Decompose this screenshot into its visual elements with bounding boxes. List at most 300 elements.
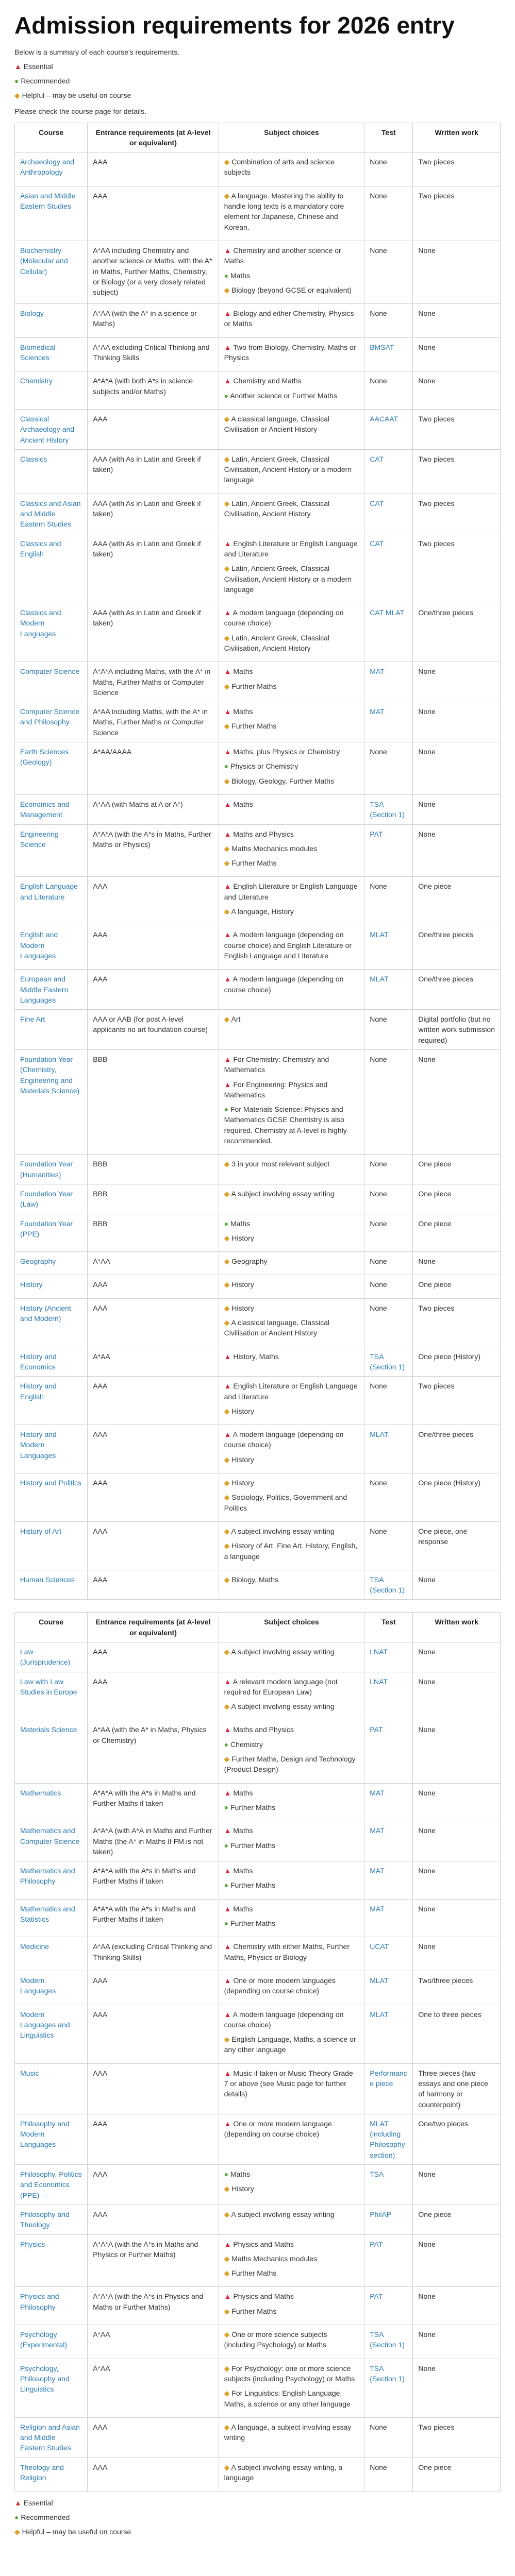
course-link[interactable]: European and Middle Eastern Languages [20,975,69,1004]
course-link[interactable]: Music [20,2069,39,2077]
course-link[interactable]: History and English [20,1382,57,1401]
course-link[interactable]: Classics and Asian and Middle Eastern Studies [20,499,81,529]
written-work-cell: None [413,304,501,338]
subjects-cell [219,409,364,449]
course-link[interactable]: Modern Languages [20,1976,56,1995]
test-link[interactable]: MLAT [370,930,389,939]
subject-text: One or more modern languages (depending on course choice) [224,1976,336,1995]
requirements-cell: AAA [88,970,219,1010]
written-work-cell: One/three pieces [413,603,501,662]
written-work-cell: One piece (History) [413,1473,501,1522]
course-cell [15,794,88,824]
subjects-cell [219,337,364,371]
course-cell [15,534,88,603]
subject-marker-icon: ▲ [224,539,234,548]
test-link[interactable]: TSA (Section 1) [370,2364,405,2383]
course-link[interactable]: Mathematics [20,1788,61,1797]
written-work-cell: None [413,1899,501,1937]
course-link[interactable]: Classics and English [20,539,61,558]
column-header: Entrance requirements (at A-level or equivalent) [88,1613,219,1642]
subject-marker-icon: ● [224,391,230,400]
course-link[interactable]: Foundation Year (Humanities) [20,1160,73,1179]
course-link[interactable]: Psychology (Experimental) [20,2330,68,2349]
subject-text: Physics and Maths [233,2292,294,2301]
course-cell [15,1971,88,2005]
table-row [15,1642,501,1672]
test-link[interactable]: PAT [370,1725,383,1734]
table-row [15,877,501,925]
subject-text: Biology and either Chemistry, Physics or Maths [224,309,354,328]
subjects-cell [219,1347,364,1377]
course-cell [15,1570,88,1600]
column-header: Subject choices [219,1613,364,1642]
course-link[interactable]: Materials Science [20,1725,77,1734]
test-cell [364,1899,413,1937]
table-row [15,2205,501,2234]
subject-text: Further Maths [231,2269,277,2278]
column-header: Written work [413,123,501,152]
test-link[interactable]: MAT [370,1788,385,1797]
table-row [15,1298,501,1347]
course-cell [15,2063,88,2114]
subject-text: Physics and Maths [233,2240,294,2248]
course-link[interactable]: English and Modern Languages [20,930,58,960]
written-work-cell: Two pieces [413,1298,501,1347]
requirements-cell: A*AA [88,1252,219,1275]
course-link[interactable]: Foundation Year (PPE) [20,1219,73,1238]
legend-item [14,91,501,100]
test-link[interactable]: TSA (Section 1) [370,2330,405,2349]
course-link[interactable]: History (Ancient and Modern) [20,1303,71,1323]
subject-text: Further Maths [230,1803,276,1811]
test-link[interactable]: MLAT (including Philosophy section) [370,2119,405,2159]
subject-item [224,1802,359,1812]
subject-marker-icon: ◆ [224,2364,232,2372]
subject-item [224,1079,359,1100]
table-row [15,824,501,877]
course-cell [15,409,88,449]
subject-item [224,858,359,868]
subject-text: A modern language (depending on course choice) [224,975,344,994]
test-link[interactable]: PAT [370,2292,383,2301]
table-row [15,794,501,824]
requirements-cell: AAA [88,1425,219,1473]
test-link[interactable]: CAT [370,454,384,463]
subject-item [224,285,359,295]
subject-text: Maths [233,707,253,716]
test-cell: None [364,1275,413,1298]
table-row [15,371,501,410]
subject-item [224,1540,359,1562]
subject-item [224,2388,359,2409]
requirements-cell: AAA (with As in Latin and Greek if taken) [88,534,219,603]
course-cell [15,1937,88,1971]
course-link[interactable]: Medicine [20,1942,49,1951]
subject-text: Maths [233,1788,253,1797]
table-row [15,152,501,187]
subjects-cell [219,1425,364,1473]
table-row [15,1425,501,1473]
table-row [15,1570,501,1600]
test-link[interactable]: UCAT [370,1942,389,1951]
test-link[interactable]: LNAT [370,1677,388,1686]
legend-item [14,2499,501,2507]
subject-marker-icon: ▲ [224,1788,234,1797]
subject-text: A subject involving essay writing, a language [224,2463,343,2482]
written-work-cell: None [413,1050,501,1155]
test-cell [364,409,413,449]
test-link[interactable]: MAT [370,1826,385,1835]
subject-item [224,414,359,435]
course-link[interactable]: Human Sciences [20,1575,75,1584]
subject-text: For Linguistics: English Language, Maths, a science or any other language [224,2389,351,2408]
subject-marker-icon: ◆ [224,722,232,731]
test-link[interactable]: MAT [370,667,385,676]
course-cell [15,449,88,494]
subjects-cell [219,2417,364,2458]
subject-item [224,776,359,786]
requirements-cell: AAA [88,1642,219,1672]
course-link[interactable]: Philosophy, Politics and Economics (PPE) [20,2170,82,2199]
test-link[interactable]: MAT [370,1867,385,1875]
subject-marker-icon: ◆ [224,2330,232,2339]
subject-text: A classical language, Classical Civilisation or Ancient History [224,1318,330,1337]
subject-item [224,563,359,595]
course-cell [15,2114,88,2164]
subject-item [224,2034,359,2055]
course-link[interactable]: History [20,1280,43,1289]
requirements-cell: BBB [88,1155,219,1184]
test-cell [364,1347,413,1377]
test-cell: None [364,1010,413,1050]
subject-text: Maths [233,800,253,808]
course-link[interactable]: Law (Jurisprudence) [20,1647,71,1667]
course-link[interactable]: Philosophy and Modern Languages [20,2119,70,2149]
table-row [15,1010,501,1050]
subject-marker-icon: ▲ [224,2240,234,2248]
subject-item [224,270,359,281]
table-row [15,1971,501,2005]
subjects-cell [219,1570,364,1600]
course-link[interactable]: Asian and Middle Eastern Studies [20,191,76,211]
subject-text: One or more modern language (depending on course choice) [224,2119,332,2139]
subject-item [224,1739,359,1750]
table-body [15,1642,501,2491]
requirements-cell: AAA [88,1521,219,1570]
subject-text: Physics or Chemistry [230,762,298,771]
table-row [15,1377,501,1425]
subject-text: Further Maths, Design and Technology (Product Design) [224,1755,356,1774]
subject-marker-icon: ◆ [224,2389,232,2398]
test-cell [364,1937,413,1971]
requirements-cell: A*AA [88,1347,219,1377]
subject-text: A subject involving essay writing [231,2210,335,2218]
subject-marker-icon: ◆ [224,1257,232,1266]
table-row [15,2359,501,2417]
subject-marker-icon: ▲ [224,1352,234,1361]
subject-marker-icon: ▲ [224,1382,234,1391]
subject-item [224,881,359,902]
table-row [15,1275,501,1298]
written-work-cell: None [413,2287,501,2325]
subject-marker-icon: ◆ [224,2463,231,2471]
subjects-cell [219,449,364,494]
test-link[interactable]: MAT [370,1904,385,1913]
column-header: Test [364,123,413,152]
subjects-cell [219,2458,364,2492]
test-link[interactable]: BMSAT [370,343,394,351]
table-row [15,409,501,449]
subject-item [224,2183,359,2194]
legend-item [14,77,501,85]
subject-item [224,1218,359,1229]
course-cell [15,1010,88,1050]
table-row [15,970,501,1010]
test-link[interactable]: LNAT [370,1647,388,1656]
course-link[interactable]: English Language and Literature [20,882,78,901]
course-cell [15,186,88,241]
course-cell [15,2325,88,2359]
subject-marker-icon: ▲ [224,309,234,318]
subject-text: A modern language (depending on course choice) [224,2010,344,2029]
table-row [15,603,501,662]
test-cell [364,2359,413,2417]
legend-label: Essential [23,2499,53,2507]
test-link[interactable]: TSA (Section 1) [370,1575,405,1595]
subjects-cell [219,1642,364,1672]
subjects-cell [219,1937,364,1971]
subject-marker-icon: ◆ [224,1527,231,1535]
test-link[interactable]: MLAT [370,975,389,984]
requirements-cell: AAA [88,1377,219,1425]
course-link[interactable]: Modern Languages and Linguistics [20,2010,70,2040]
subject-marker-icon: ◆ [224,285,232,294]
course-link[interactable]: Computer Science and Philosophy [20,707,80,726]
subject-item [224,1279,359,1290]
course-link[interactable]: History and Modern Languages [20,1430,57,1460]
course-link[interactable]: Classics [20,454,47,463]
subject-text: Maths, plus Physics or Chemistry [233,748,340,756]
course-link[interactable]: Chemistry [20,377,53,385]
subjects-cell [219,1720,364,1783]
subjects-cell [219,494,364,534]
test-link[interactable]: MAT [370,707,385,716]
course-link[interactable]: History of Art [20,1527,62,1535]
subject-marker-icon: ◆ [224,1015,231,1024]
subject-text: Chemistry [230,1740,263,1749]
legend-marker-icon: ◆ [14,2528,22,2536]
subject-text: For Materials Science: Physics and Mathematics GCSE Chemistry is also required. Chemistry at A-level is highly recommended. [224,1105,347,1145]
subject-text: Sociology, Politics, Government and Politics [224,1493,347,1512]
test-link[interactable]: PAT [370,829,383,838]
course-cell [15,1861,88,1900]
course-link[interactable]: Biochemistry (Molecular and Cellular) [20,246,68,276]
test-link[interactable]: TSA [370,2170,384,2179]
written-work-cell: None [413,1252,501,1275]
course-link[interactable]: Classical Archaeology and Ancient History [20,414,75,444]
table-row [15,2417,501,2458]
subject-item [224,2422,359,2443]
test-link[interactable]: PhilAP [370,2210,392,2218]
subject-item [224,2009,359,2030]
test-cell: None [364,1252,413,1275]
subject-text: For Engineering: Physics and Mathematics [224,1080,328,1099]
subject-text: Latin, Ancient Greek, Classical Civilisation, Ancient History [224,633,330,652]
subject-text: Further Maths [231,682,277,690]
course-link[interactable]: Geography [20,1257,56,1266]
subjects-cell [219,1861,364,1900]
written-work-cell: Digital portfolio (but no written work submission required) [413,1010,501,1050]
subject-marker-icon: ● [224,1740,230,1749]
written-work-cell: One piece, one response [413,1521,501,1570]
subject-marker-icon: ◆ [224,1755,232,1764]
test-link[interactable]: CAT [370,499,384,507]
course-link[interactable]: Physics and Philosophy [20,2292,59,2311]
table-row [15,241,501,303]
course-link[interactable]: Mathematics and Statistics [20,1904,75,1924]
test-link[interactable]: MLAT [370,1976,389,1985]
course-link[interactable]: Fine Art [20,1015,45,1024]
written-work-cell: None [413,1861,501,1900]
course-link[interactable]: Foundation Year (Law) [20,1189,73,1209]
course-link[interactable]: Religion and Asian and Middle Eastern Studies [20,2422,80,2452]
subject-text: 3 in your most relevant subject [231,1160,330,1168]
table-row [15,304,501,338]
subject-marker-icon: ◆ [224,2254,232,2263]
subject-text: Latin, Ancient Greek, Classical Civilisation, Ancient History or a modern language [224,454,352,484]
subject-text: Two from Biology, Chemistry, Maths or Physics [224,343,356,362]
course-link[interactable]: Biology [20,309,44,318]
course-link[interactable]: Foundation Year (Chemistry, Engineering and Materials Science) [20,1055,80,1095]
column-header: Entrance requirements (at A-level or equivalent) [88,123,219,152]
table-row [15,1783,501,1821]
subject-marker-icon: ◆ [224,907,231,916]
subject-text: History of Art, Fine Art, History, English, a language [224,1541,358,1561]
subject-item [224,498,359,519]
requirements-cell: A*AA [88,2325,219,2359]
requirements-cell: A*AA (excluding Critical Thinking and Thinking Skills) [88,1937,219,1971]
subject-marker-icon: ▲ [224,1677,233,1686]
table-row [15,2005,501,2063]
course-link[interactable]: Mathematics and Philosophy [20,1867,75,1886]
written-work-cell: None [413,662,501,702]
table-row [15,2325,501,2359]
requirements-cell: AAA [88,186,219,241]
test-link[interactable]: MLAT [370,2010,389,2019]
subject-marker-icon: ▲ [224,707,234,716]
course-link[interactable]: Classics and Modern Languages [20,608,61,638]
course-link[interactable]: Physics [20,2240,45,2248]
subject-marker-icon: ◆ [224,414,231,423]
subject-text: Further Maths [230,1919,276,1928]
test-cell [364,449,413,494]
subject-item [224,929,359,961]
course-cell [15,2359,88,2417]
subject-text: Maths [230,2170,251,2179]
subject-item [224,1429,359,1450]
test-link[interactable]: TSA (Section 1) [370,800,405,819]
requirements-cell: A*A*A including Maths, with the A* in Maths, Further Maths or Computer Science [88,662,219,702]
page-title: Admission requirements for 2026 entry [14,12,455,39]
subject-item [224,1406,359,1416]
written-work-cell: One piece (History) [413,1347,501,1377]
requirements-cell: A*A*A (with the A*s in Maths and Physics or Further Maths) [88,2234,219,2287]
written-work-cell: None [413,1672,501,1720]
subject-text: Maths [233,667,253,676]
test-cell: None [364,1155,413,1184]
test-link[interactable]: AACAAT [370,414,398,423]
subject-text: History [231,1406,254,1415]
course-cell [15,1899,88,1937]
test-link[interactable]: Performance piece [370,2069,407,2088]
test-link[interactable]: PAT [370,2240,383,2248]
test-cell [364,702,413,742]
course-link[interactable]: Economics and Management [20,800,70,819]
course-link[interactable]: Psychology, Philosophy and Linguistics [20,2364,70,2394]
subject-marker-icon: ▲ [224,1725,234,1734]
subject-text: Biology, Geology, Further Maths [231,776,334,785]
written-work-cell: None [413,1570,501,1600]
requirements-cell: AAA [88,1275,219,1298]
course-link[interactable]: Computer Science [20,667,80,676]
requirements-cell: AAA [88,2205,219,2234]
requirements-cell: AAA [88,409,219,449]
subjects-cell [219,2325,364,2359]
course-link[interactable]: Earth Sciences (Geology) [20,748,69,767]
test-cell [364,494,413,534]
table-row [15,2063,501,2114]
test-cell [364,534,413,603]
course-link[interactable]: History and Economics [20,1352,57,1371]
course-cell [15,1155,88,1184]
written-work-cell: One/three pieces [413,1425,501,1473]
subject-item [224,1351,359,1362]
written-work-cell: None [413,702,501,742]
written-work-cell: None [413,2165,501,2205]
subjects-cell [219,2359,364,2417]
course-link[interactable]: History and Politics [20,1479,82,1487]
legend-marker-icon: ◆ [14,91,22,99]
subjects-cell [219,1010,364,1050]
subject-text: Biology (beyond GCSE or equivalent) [231,285,352,294]
subject-item [224,1478,359,1488]
course-cell [15,337,88,371]
written-work-cell: None [413,2234,501,2287]
course-link[interactable]: Philosophy and Theology [20,2210,70,2229]
test-link[interactable]: CAT [370,539,384,548]
subject-marker-icon: ◆ [224,633,232,642]
requirements-cell: AAA [88,2165,219,2205]
course-link[interactable]: Biomedical Sciences [20,343,56,362]
subject-text: A modern language (depending on course choice) [224,608,344,628]
requirements-cell: A*A*A (with the A*s in Physics and Maths or Further Maths) [88,2287,219,2325]
course-link[interactable]: Law with Law Studies in Europe [20,1677,77,1696]
test-link[interactable]: TSA (Section 1) [370,1352,405,1371]
course-cell [15,2005,88,2063]
table-row [15,1347,501,1377]
course-link[interactable]: Mathematics and Computer Science [20,1826,80,1845]
test-link[interactable]: MLAT [370,1430,389,1439]
subject-item [224,906,359,917]
subject-item [224,721,359,731]
course-cell [15,152,88,187]
course-link[interactable]: Theology and Religion [20,2463,64,2482]
subject-marker-icon: ▲ [224,2119,234,2128]
test-link[interactable]: CAT MLAT [370,608,405,617]
legend-marker-icon: ● [14,2513,21,2522]
course-link[interactable]: Archaeology and Anthropology [20,158,75,177]
course-link[interactable]: Engineering Science [20,829,59,849]
